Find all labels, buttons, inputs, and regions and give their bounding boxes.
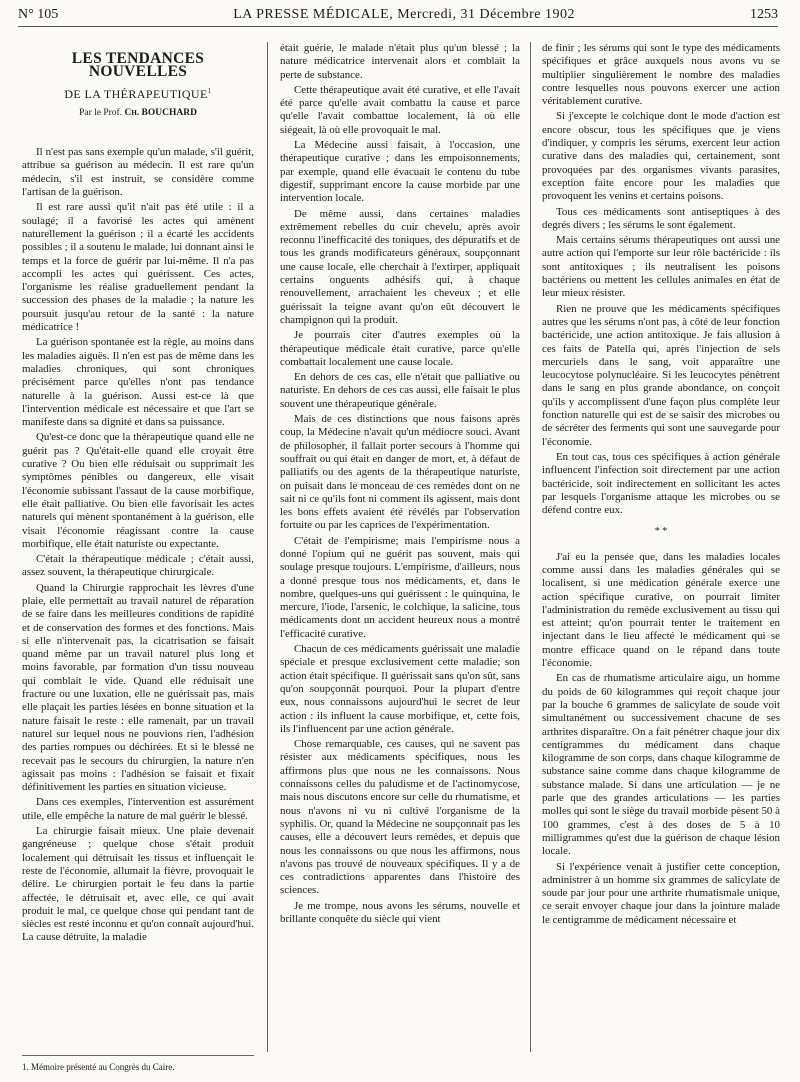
paragraph: Il est rare aussi qu'il n'ait pas été utile : il a soulagé; il a favorisé les actes qui amènent naturellement la guérison ; il a écarté les accidents possibles ; il a soutenu le malade, lui donnant ainsi le temps et la force de guérir par lui-même. Il n'a pas accompli les actes qui guérissent. Ces actes, l'organisme les réalise graduellement pendant la succession des phases de la maladie ; la nature les poursuit jusqu'au retour de la santé : la nature médicatrice ! (22, 201, 254, 334)
issue-number: N° 105 (18, 7, 59, 22)
page-header (18, 4, 778, 27)
paragraph: En tout cas, tous ces spécifiques à action générale influencent l'infection soit directement par une action bactéricide, soit indirectement en sollicitant les actes par lesquels l'organisme attaque les microbes ou se défend contre eux. (542, 450, 780, 517)
paragraph: Chose remarquable, ces causes, qui ne savent pas résister aux médicaments spécifiques, nous les affirmons plus que nous ne les connaissons. Nous connaissons celles du paludisme et de l'actinomycose, mais nous discutons encore sur celle du rhumatisme, et nous n'avons ni vu ni cultivé l'organisme de la syphilis. Or, quand la Médecine ne soupçonnait pas les causes, elle a découvert leurs remèdes, et depuis que nous les connaissons ou que nous les affirmons, nous n'avons pas trouvé de nouveaux spécifiques. Il y a de ces contradictions apparentes dans l'histoire des sciences. (280, 738, 520, 897)
paragraph: Dans ces exemples, l'intervention est assurément utile, elle empêche la nature de mal guérir le blessé. (22, 796, 254, 822)
footnote-mark: 1 (207, 86, 212, 95)
paragraph: La Médecine aussi faisait, à l'occasion, une thérapeutique curative ; dans les empoisonnements, par exemple, quand elle évacuait le contenu du tube digestif, supprimant encore la cause morbide par une intervention locale. (280, 139, 520, 205)
paragraph: La chirurgie faisait mieux. Une plaie devenait gangréneuse ; quelque chose s'était produit localement qui détruisait les tissus et influençait le reste de l'économie, allumait la fièvre, provoquait le délire. Le chirurgien portait le feu dans la partie affectée, le détruisait et, avec elle, ce qui avait produit le mal, ce quelque chose qui pendant tant de siècles est resté inconnu et qu'on connaît aujourd'hui. La cause détruite, la maladie (22, 825, 254, 944)
journal-title: LA PRESSE MÉDICALE, Mercredi, 31 Décembre 1902 (233, 7, 576, 22)
paragraph: Quand la Chirurgie rapprochait les lèvres d'une plaie, elle permettait au travail naturel de réparation de se faire dans les meilleures conditions de rapidité et de conservation des formes et des fonctions. Mais si elle n'intervenait pas, la cicatrisation se faisait quand même par un travail naturel plus long et moins favorable, par formation d'un tissu nouveau qui comblait le vide. Quand elle réduisait une fracture ou une luxation, elle ne guérissait pas, mais elle plaçait les parties lésées en bonne situation et la nature faisait le reste : elle ramenait, par un travail naturel sur lequel nous ne pouvions rien, l'adhésion des parties rompues ou déchirées. Et si le blessé ne recevait pas le secours du chirurgien, la nature n'en agissait pas moins : l'adhésion se faisait et fixait définitivement les parties en situation vicieuse. (22, 581, 254, 794)
column-3 (542, 42, 780, 1072)
column-1 (22, 42, 254, 1072)
paragraph: La guérison spontanée est la règle, au moins dans les maladies aiguës. Il n'en est pas de même dans les maladies chroniques, qui sont chroniques précisément parce qu'elles n'ont pas tendance naturelle à la guérison. Aussi est-ce là que l'intervention médicale est nécessaire et que l'art se manifeste dans sa dignité et dans sa puissance. (22, 336, 254, 429)
paragraph: Mais certains sérums thérapeutiques ont aussi une autre action qui l'emporte sur leur rôle bactéricide : ils sont antitoxiques ; ils neutralisent les poisons bactériens ou mettent les cellules animales en état de leur mieux résister. (542, 234, 780, 300)
paragraph: Rien ne prouve que les médicaments spécifiques autres que les sérums n'ont pas, à côté de leur fonction bactéricide, une action antitoxique. Je fais allusion à ces faits de Patella qui, après l'injection de sels mercuriels dans le sang, voit apparaître une leucocytose polynucléaire. Si les leucocytes pénètrent dans le sang en plus grande abondance, on conçoit qu'ils y accomplissent d'une façon plus complète leur fonction naturelle qui est de se saisir des microbes ou de sécréter des ferments qui sont une sauvegarde pour l'économie. (542, 302, 780, 448)
column-3-text (542, 42, 780, 517)
paragraph: Je pourrais citer d'autres exemples où la thérapeutique médicale était curative, parce qu'elle combattait localement une cause locale. (280, 329, 520, 368)
article-body (22, 42, 780, 1072)
article-title: LES TENDANCES NOUVELLES (71, 50, 205, 81)
paragraph: Si j'excepte le colchique dont le mode d'action est encore obscur, tous les spécifiques que je viens d'indiquer, y compris les sérums, exercent leur action curative dans des maladies qui, certainement, sont provoquées par des organismes vivants parasites, exception faite encore pour les maladies que provoquent les venins et certains poisons. (542, 110, 780, 203)
page-number: 1253 (750, 7, 778, 22)
paragraph: Je me trompe, nous avons les sérums, nouvelle et brillante conquête du siècle qui vient (280, 899, 520, 925)
article-author (22, 107, 254, 120)
paragraph: Mais de ces distinctions que nous faisons après coup, la Médecine n'avait qu'un médiocre souci. Avant de philosopher, il fallait porter secours à l'homme qui souffrait ou qui était en danger de mort, et, à défaut de palliatifs ou des agents de la thérapeutique naturiste, on puisait dans le monceau de ces remèdes dont on ne sait ni ce qu'ils font ni comment ils agissent, mais dont les bons effets avaient été révélés par l'observation fortuite ou par les caprices de l'expérimentation. (280, 413, 520, 532)
paragraph: En dehors de ces cas, elle n'était que palliative ou naturiste. En dehors de ces cas aussi, elle faisait le plus souvent une thérapeutique générale. (280, 371, 520, 410)
paragraph: J'ai eu la pensée que, dans les maladies locales comme aussi dans les maladies générales qui se localisent, si une médication générale exerce une action spécifique curative, on pourrait limiter l'administration du remède exclusivement au tissu qui est atteint; qu'on pourrait tenter le traitement en injectant dans le lieu affecté le médicament qui se montre efficace quand on le répand dans toute l'économie. (542, 550, 780, 670)
section-separator: * * (654, 526, 668, 538)
author-name: Ch. BOUCHARD (124, 107, 197, 118)
column-2 (280, 42, 520, 1072)
footnote: 1. Mémoire présenté au Congrès du Caire. (22, 1055, 254, 1072)
paragraph: Tous ces médicaments sont antiseptiques à des degrés divers ; les sérums le sont également. (542, 205, 780, 231)
paragraph: Il n'est pas sans exemple qu'un malade, s'il guérit, attribue sa guérison au médecin. Il est rare qu'un médecin, s'il est instruit, se considère comme l'artisan de la guérison. (22, 146, 254, 199)
paragraph: En cas de rhumatisme articulaire aigu, un homme du poids de 60 kilogrammes qui reçoit chaque jour par la bouche 6 grammes de salicylate de soude voit simultanément ou successivement chacune de ses arthrites disparaître. On a fait pénétrer chaque jour dix centigrammes du médicament dans chaque kilogramme de son corps, dans chaque kilogramme de substance saine comme dans chaque kilogramme de substance malade. Si dans une articulation — je ne parle que des grandes articulations — les parties molles qui sont le siège du travail morbide pèsent 50 à 100 grammes, c'est à des doses de 5 à 10 milligrammes qu'est due la guérison de chaque lésion locale. (542, 672, 780, 858)
paragraph: était guérie, le malade n'était plus qu'un blessé ; la nature médicatrice intervenait alors et comblait la perte de substance. (280, 42, 520, 81)
paragraph: C'était de l'empirisme; mais l'empirisme nous a donné l'opium qui ne guérit pas souvent, mais qui soulage presque toujours. L'empirisme, d'ailleurs, nous a donné presque tous nos médicaments, et, dans le nombre, quelques-uns qui guérissent : le quinquina, le mercure, l'iode, l'arsenic, le colchique, la salicine, tous médicaments dont un accident heureux nous a montré l'efficacité curative. (280, 534, 520, 640)
paragraph: C'était la thérapeutique médicale ; c'était aussi, assez souvent, la thérapeutique chirurgicale. (22, 553, 254, 579)
paragraph: De même aussi, dans certaines maladies extrêmement rebelles du cuir chevelu, après avoir reconnu l'inefficacité des toniques, des dépuratifs et de tous les grands modificateurs généraux, soupçonnant une cause locale, elle cherchait à l'extirper, appliquait certains onguents adhésifs qui, à chaque renouvellement, arrachaient les cheveux ; et elle guérissait la teigne avant qu'on eût découvert le champignon qui la produit. (280, 207, 520, 326)
column-1-text (22, 146, 254, 945)
column-2-text (280, 42, 520, 926)
paragraph: Chacun de ces médicaments guérissait une maladie spéciale et presque exclusivement cette maladie; son action était spécifique. Il guérissait sans qu'on sût, sans qu'on soupçonnât pourquoi. Pour la plupart d'entre eux, nous connaissons aujourd'hui le secret de leur action : ils influent la cause morbifique, et, cette fois, ils l'influencent par une action générale. (280, 643, 520, 735)
article-subtitle (22, 85, 254, 101)
paragraph: de finir ; les sérums qui sont le type des médicaments spécifiques et grâce auxquels nous avons vu se multiplier singulièrement le nombre des maladies contre lesquelles nous pouvons exercer une action véritablement curative. (542, 42, 780, 108)
paragraph: Qu'est-ce donc que la thérapeutique quand elle ne guérit pas ? Qu'était-elle quand elle croyait être curative ? Ou bien elle réduisait ou supprimait les symptômes pénibles ou dangereux, elle visait l'économie subissant l'assaut de la cause morbifique, elle était palliative. Ou bien elle favorisait les actes naturels qui mènent spontanément à la guérison, elle visait l'économie réagissant contre la cause morbifique, elle était naturiste ou expectante. (22, 431, 254, 550)
column-3-text-after (542, 551, 780, 927)
paragraph: Si l'expérience venait à justifier cette conception, administrer à un homme six grammes de salicylate de soude par jour pour une arthrite rhumatismale unique, ce serait envoyer chaque jour dans la jointure malade le centigramme de médicament nécessaire et (542, 860, 780, 926)
paragraph: Cette thérapeutique avait été curative, et elle l'avait été parce qu'elle avait combattu la cause et parce qu'elle l'avait combattue localement, là où elle siégeait, là où elle provoquait le mal. (280, 83, 520, 136)
subtitle-text: DE LA THÉRAPEUTIQUE (64, 86, 208, 101)
author-prefix: Par le Prof. (79, 107, 125, 118)
